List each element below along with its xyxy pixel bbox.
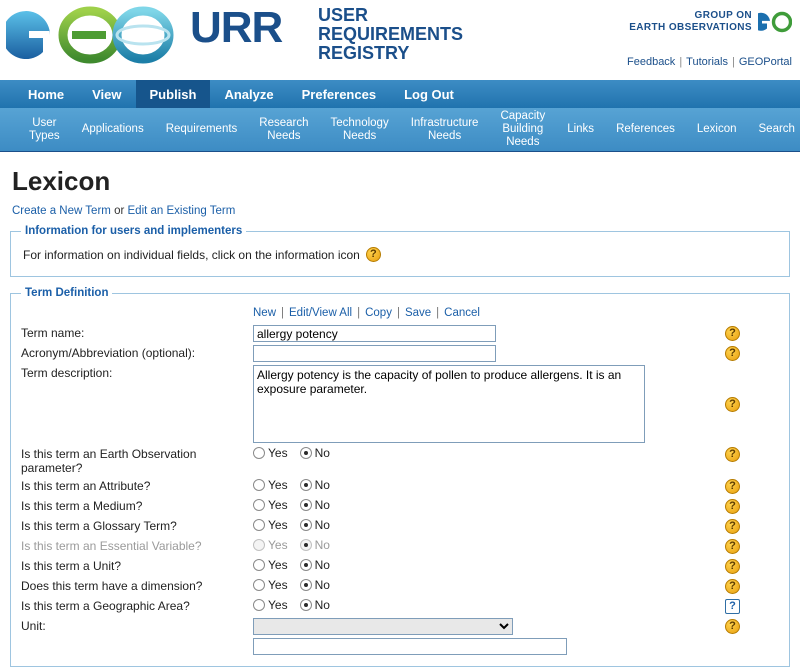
help-icon-geographic-area[interactable]: ? (725, 599, 740, 614)
help-icon-unit-question[interactable]: ? (725, 559, 740, 574)
main-navigation (0, 80, 800, 108)
nav-home[interactable]: Home (28, 86, 65, 102)
term-description-textarea[interactable] (253, 365, 645, 443)
help-icon-term-description[interactable]: ? (725, 397, 740, 412)
field-row-unit-question (21, 558, 779, 575)
toolbar-sep-3: | (396, 307, 400, 319)
label-acronym: Acronym/Abbreviation (optional): (21, 346, 196, 360)
link-feedback[interactable]: Feedback (627, 56, 676, 68)
copy-button[interactable]: Copy (365, 307, 392, 319)
nav-publish[interactable]: Publish (136, 80, 211, 108)
label-glossary-term: Is this term a Glossary Term? (21, 519, 177, 533)
term-name-input[interactable] (253, 325, 496, 342)
radiogroup-unit-question[interactable] (253, 558, 338, 572)
help-icon-essential-variable[interactable]: ? (725, 539, 740, 554)
radio-unit-yes[interactable]: Yes (253, 558, 288, 572)
geo-logo (6, 4, 186, 66)
radio-geographic-no[interactable]: No (300, 598, 330, 612)
subnav-user-types[interactable]: User Types (29, 116, 60, 142)
subnav-technology-needs[interactable]: Technology Needs (330, 116, 389, 142)
extra-input[interactable] (253, 638, 567, 655)
label-attribute: Is this term an Attribute? (21, 479, 151, 493)
field-row-medium (21, 498, 779, 515)
term-definition-fieldset (10, 287, 790, 667)
subnav-lexicon[interactable]: Lexicon (696, 123, 737, 135)
radiogroup-earth-observation-parameter[interactable] (253, 446, 338, 460)
info-text: For information on individual fields, click on the information icon (23, 247, 360, 262)
radio-eo-yes[interactable]: Yes (253, 446, 288, 460)
field-row-term-name (21, 325, 779, 342)
radio-glossary-yes[interactable]: Yes (253, 518, 288, 532)
field-row-acronym (21, 345, 779, 362)
urr-subtitle-line1: USER (318, 5, 369, 25)
help-icon-acronym[interactable]: ? (725, 346, 740, 361)
new-button[interactable]: New (253, 307, 277, 319)
nav-logout[interactable]: Log Out (404, 86, 454, 102)
edit-view-all-button[interactable]: Edit/View All (289, 307, 353, 319)
page-content (0, 166, 800, 667)
org-line-1: GROUP ON (694, 10, 752, 21)
save-button[interactable]: Save (404, 307, 432, 319)
radio-unit-no[interactable]: No (300, 558, 330, 572)
label-term-name: Term name: (21, 326, 85, 340)
radio-dimension-yes[interactable]: Yes (253, 578, 288, 592)
link-sep-1: | (679, 56, 683, 68)
subnav-research-needs[interactable]: Research Needs (259, 116, 309, 142)
help-icon-unit[interactable]: ? (725, 619, 740, 634)
acronym-input[interactable] (253, 345, 496, 362)
subnav-references[interactable]: References (616, 123, 675, 135)
field-row-glossary-term (21, 518, 779, 535)
radio-glossary-no[interactable]: No (300, 518, 330, 532)
toolbar-sep-2: | (357, 307, 361, 319)
label-geographic-area: Is this term a Geographic Area? (21, 599, 190, 613)
geo-mark-icon (758, 11, 792, 33)
link-tutorials[interactable]: Tutorials (686, 56, 728, 68)
help-icon-term-name[interactable]: ? (725, 326, 740, 341)
sub-navigation (0, 108, 800, 152)
nav-analyze[interactable]: Analyze (224, 86, 274, 102)
label-essential-variable: Is this term an Essential Variable? (21, 539, 202, 553)
edit-existing-term-link[interactable]: Edit an Existing Term (127, 205, 236, 217)
label-term-description: Term description: (21, 366, 113, 380)
unit-select[interactable] (253, 618, 513, 635)
radio-eo-no[interactable]: No (300, 446, 330, 460)
record-toolbar (253, 307, 779, 319)
help-icon-medium[interactable]: ? (725, 499, 740, 514)
field-row-has-dimension (21, 578, 779, 595)
radiogroup-medium[interactable] (253, 498, 338, 512)
field-row-earth-observation-parameter (21, 446, 779, 475)
urr-subtitle-line3: REGISTRY (318, 43, 410, 63)
help-icon-earth-observation-parameter[interactable]: ? (725, 447, 740, 462)
cancel-button[interactable]: Cancel (444, 307, 480, 319)
radio-attribute-yes[interactable]: Yes (253, 478, 288, 492)
subnav-capacity-building-needs[interactable]: Capacity Building Needs (500, 110, 546, 148)
help-icon[interactable]: ? (366, 247, 381, 262)
field-row-attribute (21, 478, 779, 495)
radiogroup-essential-variable (253, 538, 338, 552)
subnav-infrastructure-needs[interactable]: Infrastructure Needs (410, 116, 479, 142)
utility-links (627, 56, 792, 68)
term-definition-legend: Term Definition (25, 287, 109, 299)
radio-essential-no: No (300, 538, 330, 552)
radiogroup-has-dimension[interactable] (253, 578, 338, 592)
org-line-2: EARTH OBSERVATIONS (629, 22, 752, 33)
radiogroup-attribute[interactable] (253, 478, 338, 492)
subnav-requirements[interactable]: Requirements (165, 123, 238, 135)
create-new-term-link[interactable]: Create a New Term (12, 205, 111, 217)
urr-subtitle (318, 6, 463, 63)
radio-medium-yes[interactable]: Yes (253, 498, 288, 512)
info-fieldset-legend: Information for users and implementers (25, 225, 243, 237)
radio-geographic-yes[interactable]: Yes (253, 598, 288, 612)
urr-subtitle-line2: REQUIREMENTS (318, 24, 464, 44)
nav-view[interactable]: View (92, 86, 122, 102)
subnav-links[interactable]: Links (567, 123, 595, 135)
field-row-term-description (21, 365, 779, 443)
label-unit: Unit: (21, 619, 46, 633)
subnav-search[interactable]: Search (758, 123, 795, 135)
field-row-unit (21, 618, 779, 635)
radio-essential-yes: Yes (253, 538, 288, 552)
field-row-essential-variable (21, 538, 779, 555)
radiogroup-geographic-area[interactable] (253, 598, 338, 612)
label-has-dimension: Does this term have a dimension? (21, 579, 203, 593)
toolbar-sep-1: | (281, 307, 285, 319)
page-title: Lexicon (12, 166, 111, 196)
field-row-extra (21, 638, 779, 655)
label-unit-question: Is this term a Unit? (21, 559, 122, 573)
geo-org-logo (629, 10, 792, 34)
page-header (0, 0, 800, 80)
help-icon-attribute[interactable]: ? (725, 479, 740, 494)
label-extra (21, 638, 253, 639)
radio-dimension-no[interactable]: No (300, 578, 330, 592)
radio-medium-no[interactable]: No (300, 498, 330, 512)
field-row-geographic-area (21, 598, 779, 615)
help-icon-glossary-term[interactable]: ? (725, 519, 740, 534)
nav-preferences[interactable]: Preferences (301, 86, 377, 102)
subnav-applications[interactable]: Applications (81, 123, 144, 135)
urr-wordmark (190, 2, 282, 68)
toolbar-sep-4: | (436, 307, 440, 319)
radiogroup-glossary-term[interactable] (253, 518, 338, 532)
label-earth-observation-parameter: Is this term an Earth Observation parameter? (21, 447, 197, 475)
page-action-links (12, 205, 790, 217)
info-text-row (21, 243, 779, 268)
label-medium: Is this term a Medium? (21, 499, 143, 513)
or-text: or (114, 205, 125, 217)
urr-wordmark-text: URR (190, 3, 283, 52)
info-fieldset (10, 225, 790, 277)
link-geoportal[interactable]: GEOPortal (738, 56, 792, 68)
link-sep-2: | (731, 56, 735, 68)
radio-attribute-no[interactable]: No (300, 478, 330, 492)
help-icon-has-dimension[interactable]: ? (725, 579, 740, 594)
